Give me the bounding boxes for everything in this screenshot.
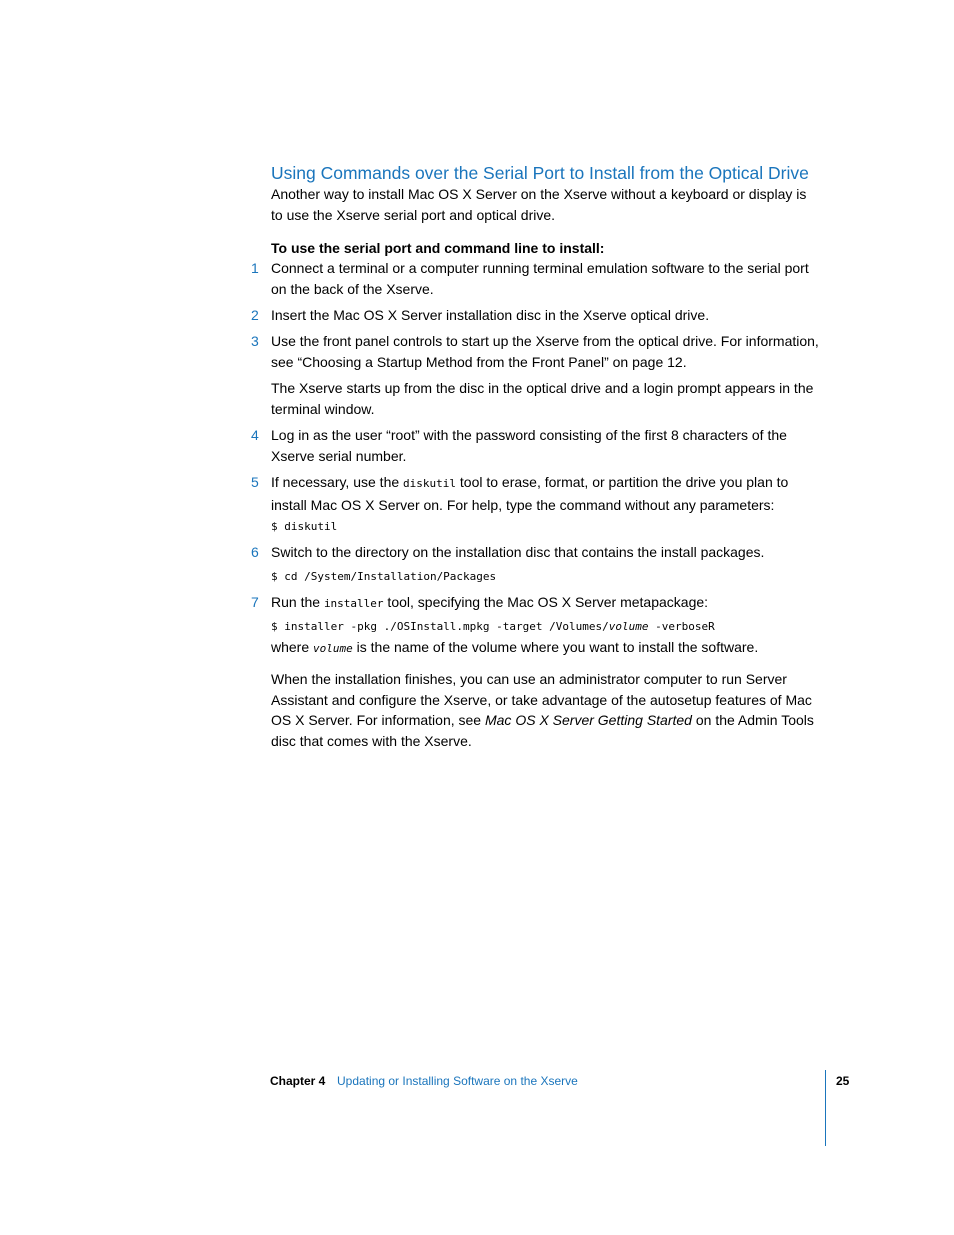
- step-text: Use the front panel controls to start up the Xserve from the optical drive. For information, see “Choosing a Startup Method from the Front Panel” on page 12.: [271, 333, 819, 370]
- step-text: Insert the Mac OS X Server installation disc in the Xserve optical drive.: [271, 307, 710, 323]
- intro-paragraph: Another way to install Mac OS X Server on the Xserve without a keyboard or display is to use the Xserve serial port and optical drive.: [271, 186, 807, 223]
- step-number: 2: [251, 307, 259, 323]
- procedure-label: To use the serial port and command line to install:: [271, 240, 605, 256]
- step-text: Switch to the directory on the installation disc that contains the install packages.: [271, 544, 765, 560]
- step-text: Run the installer tool, specifying the Mac OS X Server metapackage:: [271, 594, 709, 610]
- inline-code: installer: [323, 597, 384, 610]
- command-line: $ cd /System/Installation/Packages: [271, 570, 497, 583]
- page-number: 25: [836, 1074, 850, 1088]
- step-note: The Xserve starts up from the disc in the optical drive and a login prompt appears in the terminal window.: [271, 380, 814, 417]
- footer-chapter-title: Updating or Installing Software on the Xserve: [337, 1074, 578, 1088]
- command-line: $ diskutil: [271, 520, 338, 533]
- step-number: 1: [251, 260, 259, 276]
- inline-code: volume: [313, 642, 353, 655]
- footer-chapter: Chapter 4: [270, 1074, 326, 1088]
- closing-paragraph: When the installation finishes, you can use an administrator computer to run Server Assistant and configure the Xserve, or take advantage of the autosetup features of Mac OS X Server. For information, see Mac OS X Server Getting Started on the Admin Tools disc that comes with the Xserve.: [271, 671, 814, 749]
- step-number: 4: [251, 427, 259, 443]
- command-line: $ installer -pkg ./OSInstall.mpkg -target /Volumes/volume -verboseR: [271, 620, 715, 633]
- footer-divider: [825, 1070, 826, 1146]
- step-text: If necessary, use the diskutil tool to erase, format, or partition the drive you plan to install Mac OS X Server on. For help, type the command without any parameters:: [271, 474, 789, 513]
- step-number: 6: [251, 544, 259, 560]
- step-number: 3: [251, 333, 259, 349]
- step-number: 7: [251, 594, 259, 610]
- section-heading: Using Commands over the Serial Port to Install from the Optical Drive: [271, 163, 809, 183]
- where-note: where volume is the name of the volume where you want to install the software.: [271, 639, 759, 655]
- step-text: Connect a terminal or a computer running terminal emulation software to the serial port on the back of the Xserve.: [271, 260, 809, 297]
- step-text: Log in as the user “root” with the password consisting of the first 8 characters of the Xserve serial number.: [271, 427, 787, 464]
- step-number: 5: [251, 474, 259, 490]
- inline-code: diskutil: [403, 477, 457, 490]
